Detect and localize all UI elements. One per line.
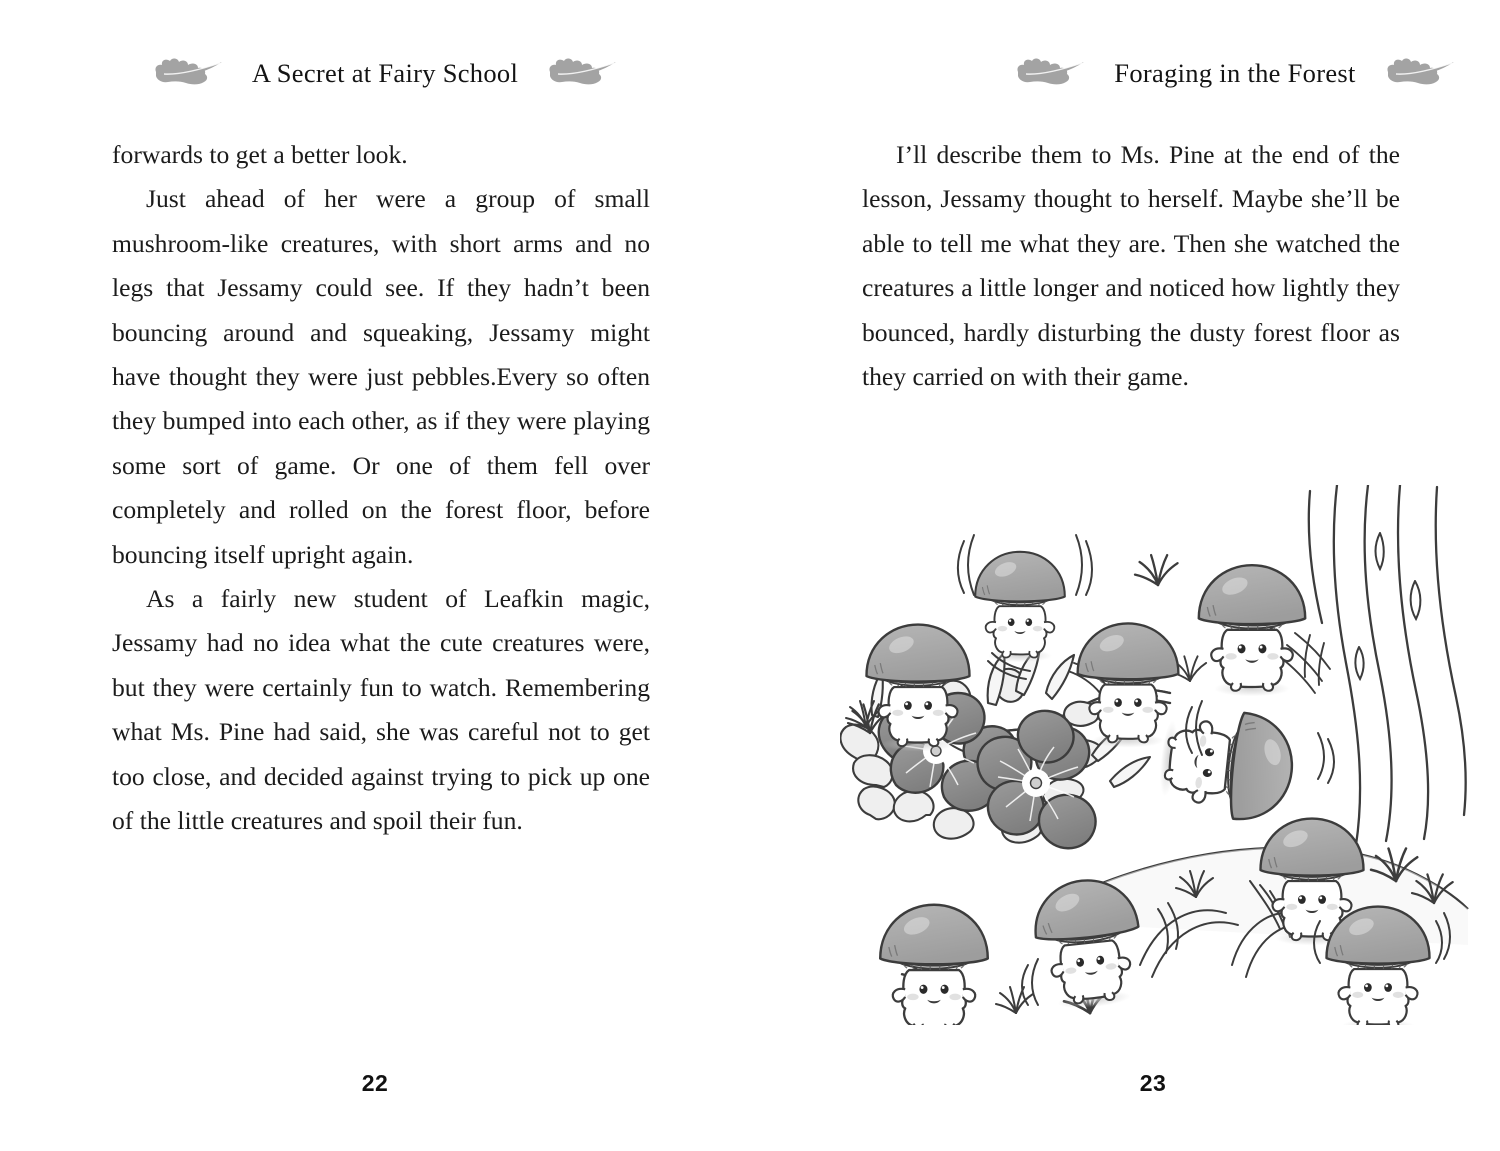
right-page	[750, 0, 1500, 1151]
right-page-title: Foraging in the Forest	[1114, 57, 1356, 88]
paragraph: As a fairly new student of Leafkin magic, Jessamy had no idea what the cute creatures were, but they were certainly fun to watch. Remembering what Ms. Pine had said, she was careful not to get too close, and decided against trying to pick up one of the little creatures and spoil their fun.	[112, 584, 650, 836]
oak-leaf-icon	[544, 56, 620, 90]
mushroom-creature	[1199, 565, 1305, 696]
oak-leaf-icon	[1012, 56, 1088, 90]
left-page-text-column	[112, 133, 650, 844]
mushroom-creature	[1326, 907, 1429, 1025]
mushroom-creature-fallen	[1156, 705, 1298, 825]
left-page-title: A Secret at Fairy School	[251, 57, 519, 88]
paragraph: forwards to get a better look.	[112, 140, 408, 169]
mushroom-creature	[975, 552, 1065, 662]
illustration-mushroom-creatures	[840, 485, 1470, 1025]
page-number: 22	[361, 1070, 389, 1096]
page-number: 23	[1139, 1070, 1167, 1096]
paragraph: Just ahead of her were a group of small mushroom-like creatures, with short arms and no legs that Jessamy could see. If they hadn’t been bouncing around and squeaking, Jessamy might have thought they were just pebbles.Every so often they bumped into each other, as if they were playing some sort of game. Or one of them fell over completely and rolled on the forest floor, before bouncing itself upright again.	[112, 184, 650, 569]
right-running-head	[750, 48, 1500, 98]
right-page-text-column	[862, 133, 1400, 399]
mushroom-creature	[880, 905, 988, 1025]
paragraph: I’ll describe them to Ms. Pine at the end of the lesson, Jessamy thought to herself. Maybe she’ll be able to tell me what they are. Then she watched the creatures a little longer and noticed how lightly they bounced, hardly disturbing the dusty forest floor as they carried on with their game.	[862, 140, 1400, 392]
oak-leaf-icon	[1382, 56, 1458, 90]
oak-leaf-icon	[150, 56, 226, 90]
